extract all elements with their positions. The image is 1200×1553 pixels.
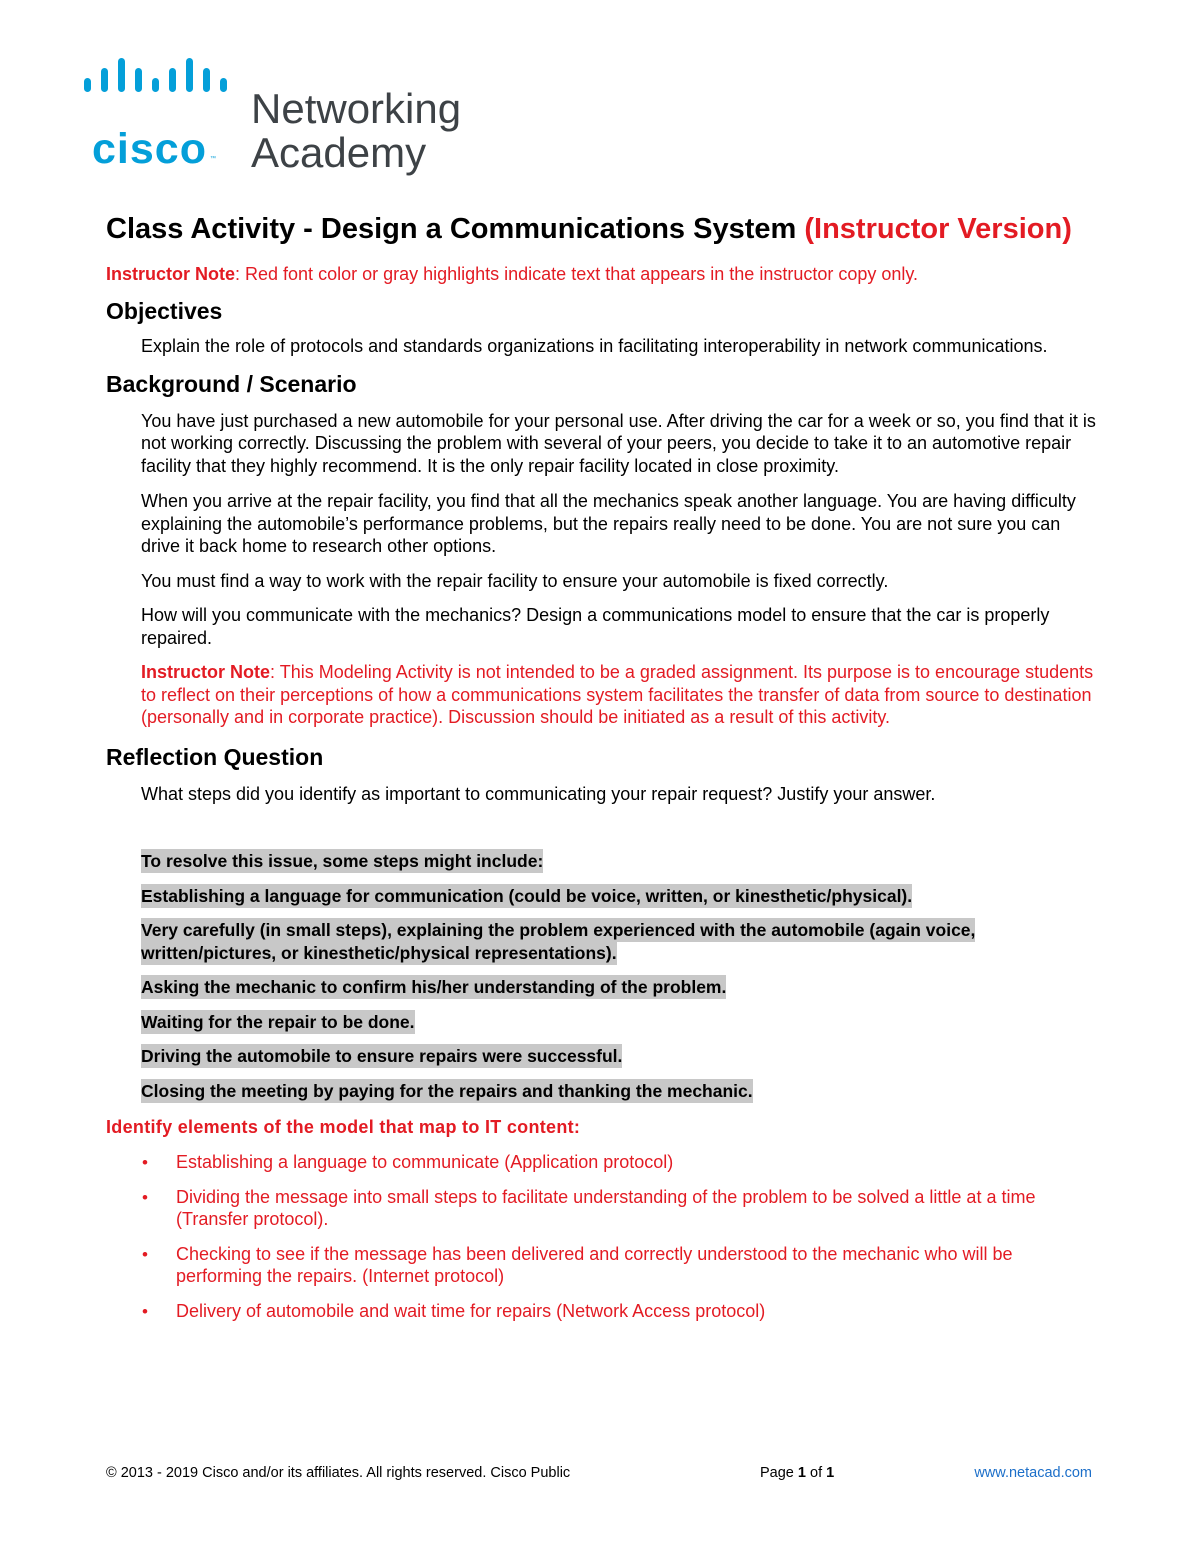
page-of: of [810,1465,823,1481]
instructor-note-text: : Red font color or gray highlights indicate text that appears in the instructor copy only. [235,264,919,284]
page-footer [106,1465,1096,1485]
bullet-icon: • [142,1301,148,1321]
bullet-icon: • [142,1153,148,1172]
document-content [106,212,1096,1322]
instructor-note-label: Instructor Note [106,264,236,284]
answer-highlight [141,850,1096,873]
answer-highlight [141,1045,1096,1068]
list-item-text: Checking to see if the message has been delivered and correctly understood to the mechanic who will be performing the repairs. (Internet protocol) [176,1243,1013,1286]
page-total: 1 [826,1465,835,1481]
page-title [106,212,1096,247]
objectives-text: Explain the role of protocols and standards organizations in facilitating interoperability in network communications. [141,336,1048,356]
instructor-note-text: : This Modeling Activity is not intended to be a graded assignment. Its purpose is to encourage students to reflect on their perceptions of how a communications system facilitates the transfer of data from source to destination (personally and in corporate practice). Discussion should be initiated as a result of this activity. [141,662,1094,727]
answer-text: Asking the mechanic to confirm his/her understanding of the problem. [141,977,727,997]
answer-text: Very carefully (in small steps), explaining the problem experienced with the automobile (again voice, written/pictures, or kinesthetic/physical representations). [141,920,976,963]
answer-highlight [141,976,1096,999]
answer-text: To resolve this issue, some steps might include: [141,851,544,871]
list-item-text: Delivery of automobile and wait time for repairs (Network Access protocol) [176,1300,766,1321]
cisco-networking-academy-logo [84,84,484,184]
title-instructor-version: (Instructor Version) [804,213,1072,245]
background-paragraph: How will you communicate with the mechanics? Design a communications model to ensure that the car is properly repaired. [141,605,1050,648]
answer-text: Driving the automobile to ensure repairs were successful. [141,1046,623,1066]
logo-line-networking: Networking [251,85,462,132]
netacad-link[interactable]: www.netacad.com [974,1465,1092,1481]
list-item-text: Establishing a language to communicate (Application protocol) [176,1152,674,1172]
logo-line-academy: Academy [251,129,427,176]
answer-text: Waiting for the repair to be done. [141,1011,415,1032]
logo-text [251,87,461,175]
background-paragraph: When you arrive at the repair facility, you find that all the mechanics speak another language. You are having difficulty explaining the automobile’s performance problems, but the repairs really need to be done. You are not sure you can drive it back home to research other options. [141,491,1076,556]
reflection-heading: Reflection Question [106,743,324,770]
answer-highlight [141,1011,1096,1034]
reflection-question: What steps did you identify as important to communicating your repair request? Justify your answer. [141,783,936,804]
answer-highlight [141,885,1096,908]
list-item [106,1186,1096,1231]
cisco-wordmark: cisco [92,125,207,173]
list-item-text: Dividing the message into small steps to facilitate understanding of the problem to be solved a little at a time (Transfer protocol). [176,1186,1036,1229]
answer-text: Establishing a language for communication (could be voice, written, or kinesthetic/physical). [141,885,913,906]
background-paragraph: You have just purchased a new automobile for your personal use. After driving the car for a week or so, you find that it is not working correctly. Discussing the problem with several of your peers, you decide to take it to an automotive repair facility that they highly recommend. It is the only repair facility located in close proximity. [141,410,1096,476]
page-label: Page [760,1465,794,1481]
instructor-note-label: Instructor Note [141,662,271,682]
list-item [106,1243,1096,1288]
trademark-mark: ™ [210,156,216,162]
objectives-heading: Objectives [106,298,223,324]
it-content-list [106,1151,1096,1322]
footer-copyright: © 2013 - 2019 Cisco and/or its affiliates. All rights reserved. Cisco Public [106,1465,571,1481]
bullet-icon: • [142,1244,148,1264]
background-paragraph: You must find a way to work with the repair facility to ensure your automobile is fixed correctly. [141,570,889,591]
background-heading: Background / Scenario [106,370,357,397]
list-item [106,1300,1096,1323]
footer-page-number [760,1465,834,1481]
page-current: 1 [797,1465,806,1481]
bullet-icon: • [142,1187,148,1207]
answer-text: Closing the meeting by paying for the repairs and thanking the mechanic. [141,1080,753,1101]
list-item [106,1151,1096,1174]
title-main: Class Activity - Design a Communications System [106,213,797,245]
answer-highlight [141,1080,1096,1103]
answer-highlight [141,919,1096,964]
instructor-note-top [106,263,1096,285]
identify-elements-heading: Identify elements of the model that map to IT content: [106,1117,581,1137]
instructor-note-background [141,661,1096,729]
